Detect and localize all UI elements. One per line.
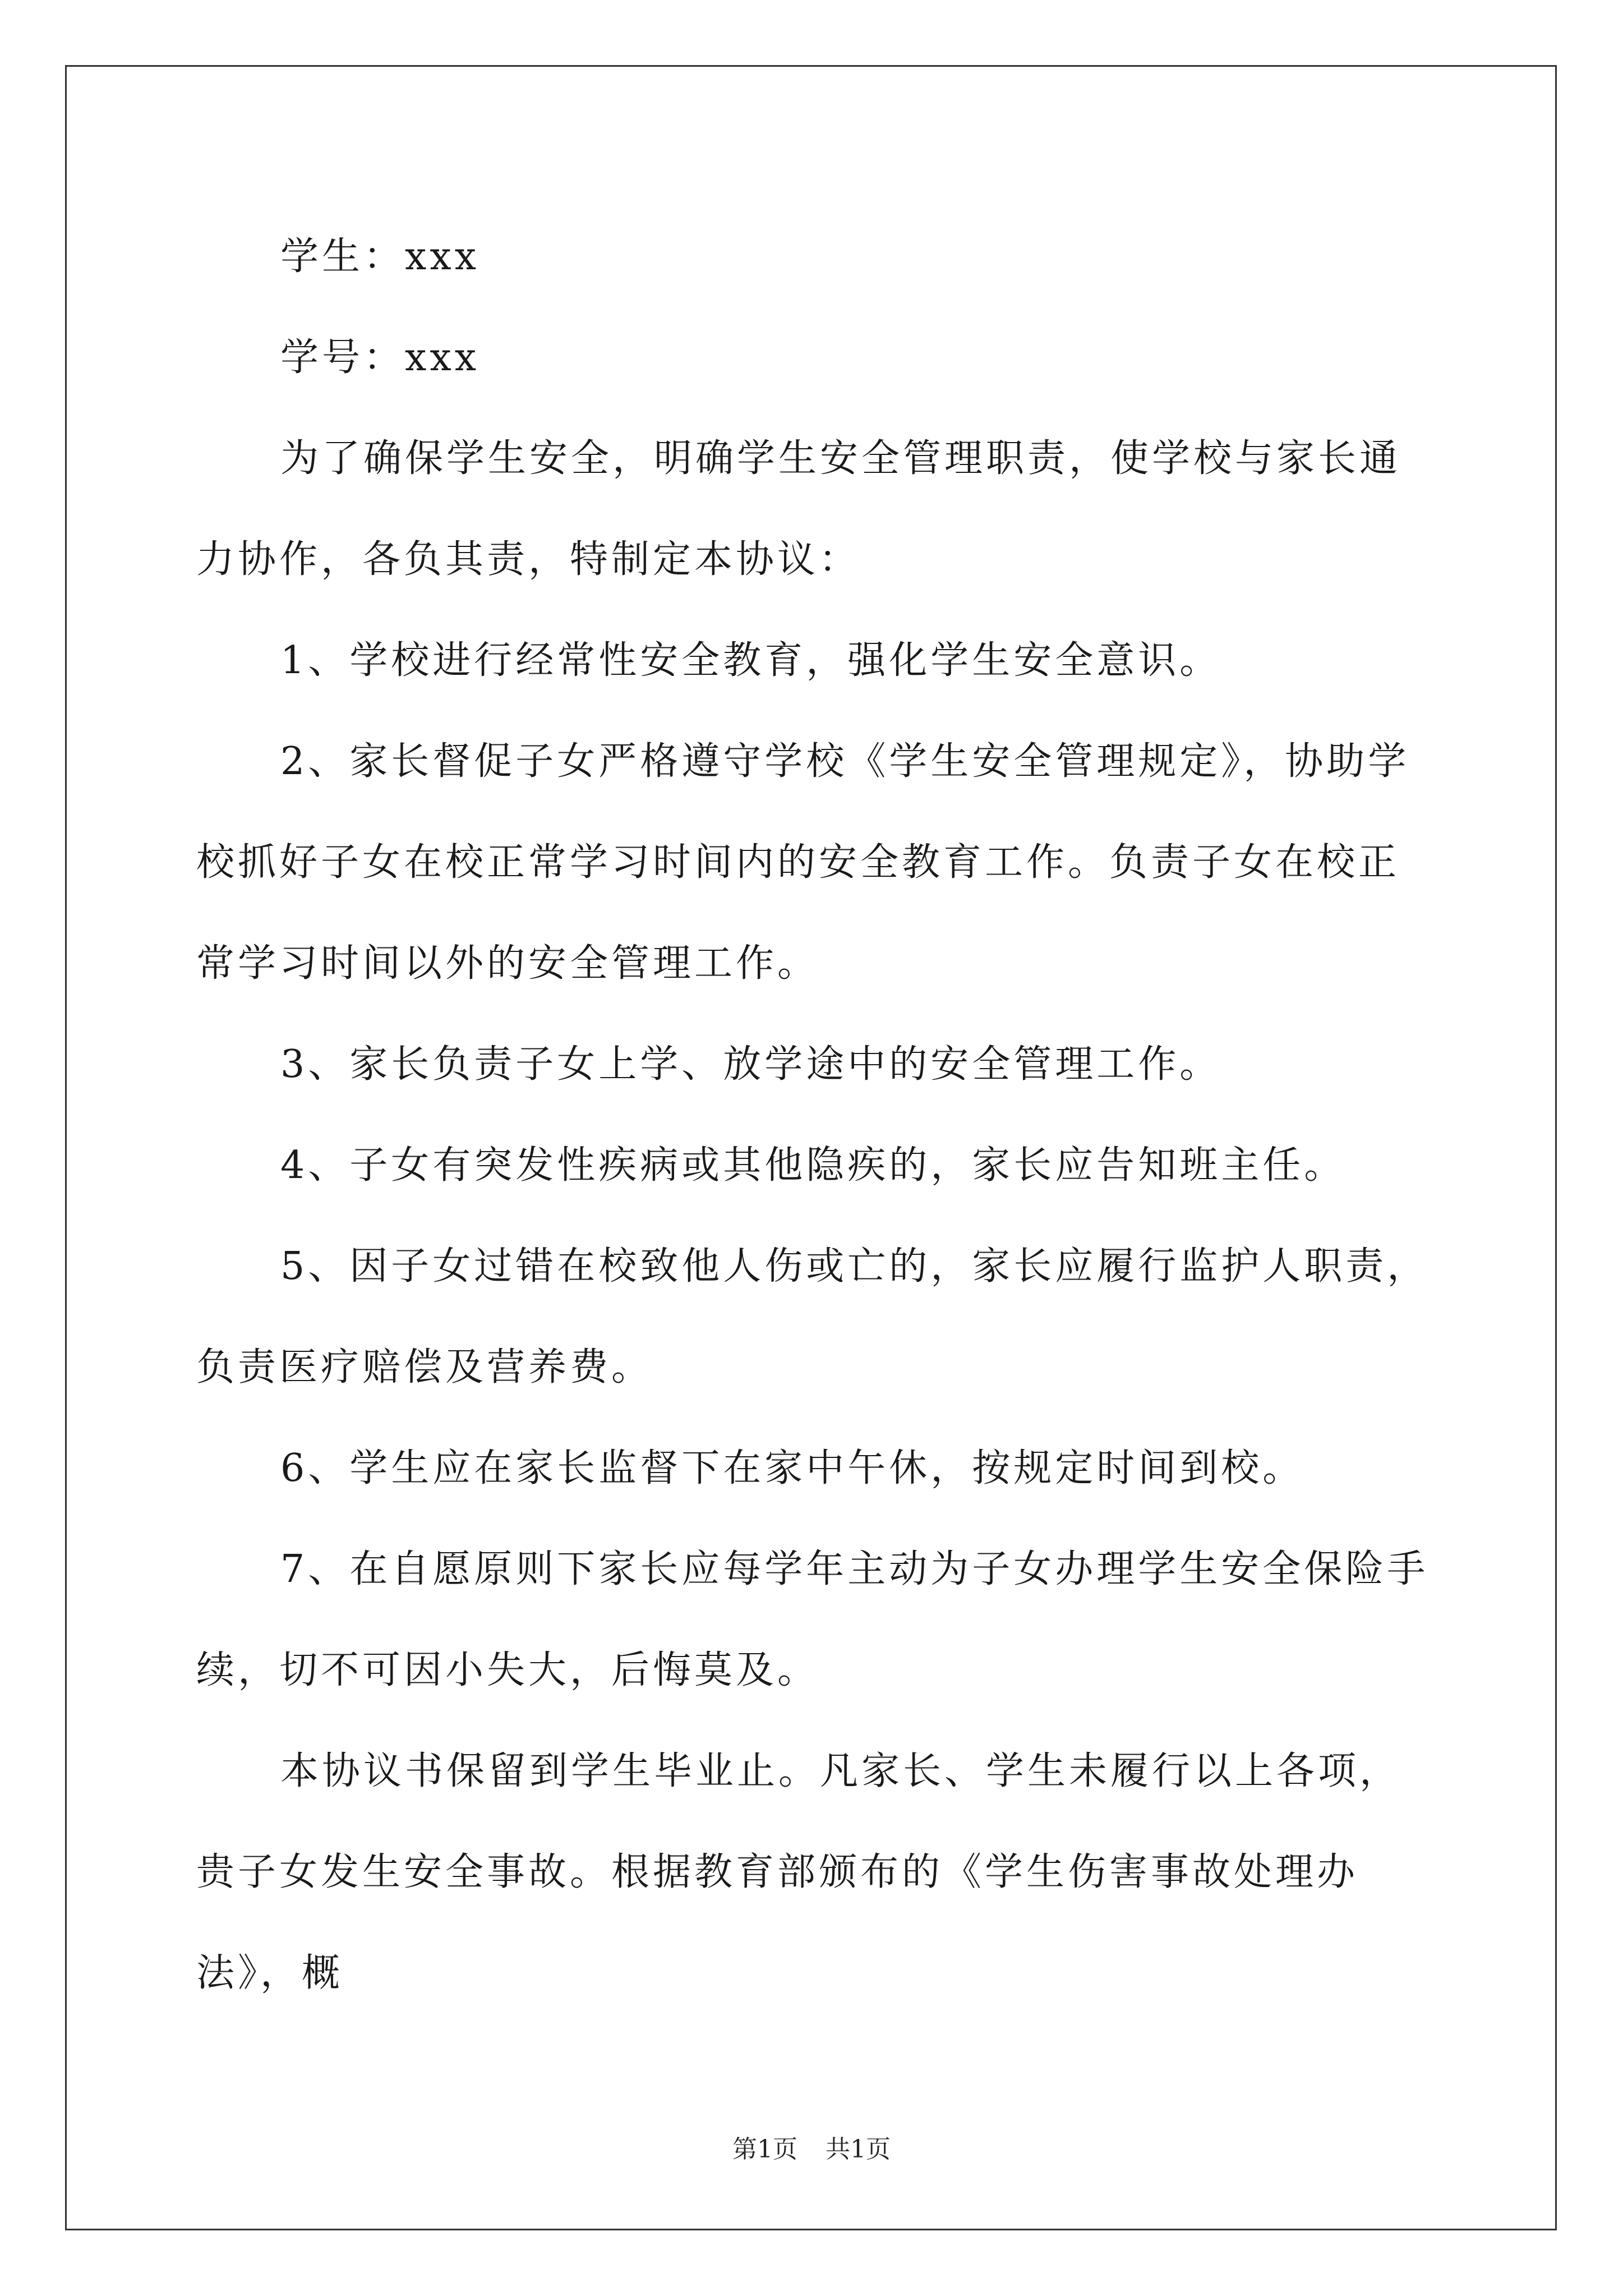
page-number-total: 共1页	[826, 2135, 891, 2164]
clause-4: 4、子女有突发性疾病或其他隐疾的，家长应告知班主任。	[280, 1143, 1346, 1188]
page-number-current: 第1页	[732, 2135, 797, 2164]
clause-1: 1、学校进行经常性安全教育，强化学生安全意识。	[280, 638, 1221, 683]
clause-2: 2、家长督促子女严格遵守学校《学生安全管理规定》，协助学校抓好子女在校正常学习时间内的安全教育工作。负责子女在校正常学习时间以外的安全管理工作。	[196, 739, 1410, 986]
clause-6: 6、学生应在家长监督下在家中午休，按规定时间到校。	[280, 1446, 1304, 1490]
closing-paragraph: 本协议书保留到学生毕业止。凡家长、学生未履行以上各项，贵子女发生安全事故。根据教育部颁布的《学生伤害事故处理办法》，概	[196, 1749, 1401, 1995]
intro-paragraph: 为了确保学生安全，明确学生安全管理职责，使学校与家长通力协作，各负其责，特制定本协议：	[196, 436, 1401, 582]
clause-3: 3、家长负责子女上学、放学途中的安全管理工作。	[280, 1042, 1221, 1087]
student-name-line: 学生：xxx	[280, 234, 480, 279]
document-body	[196, 206, 1430, 2024]
student-id-line: 学号：xxx	[280, 335, 480, 380]
clause-5: 5、因子女过错在校致他人伤或亡的，家长应履行监护人职责，负责医疗赔偿及营养费。	[196, 1244, 1429, 1389]
clause-7: 7、在自愿原则下家长应每学年主动为子女办理学生安全保险手续，切不可因小失大，后悔莫及。	[196, 1547, 1429, 1692]
page-footer	[0, 2133, 1623, 2166]
